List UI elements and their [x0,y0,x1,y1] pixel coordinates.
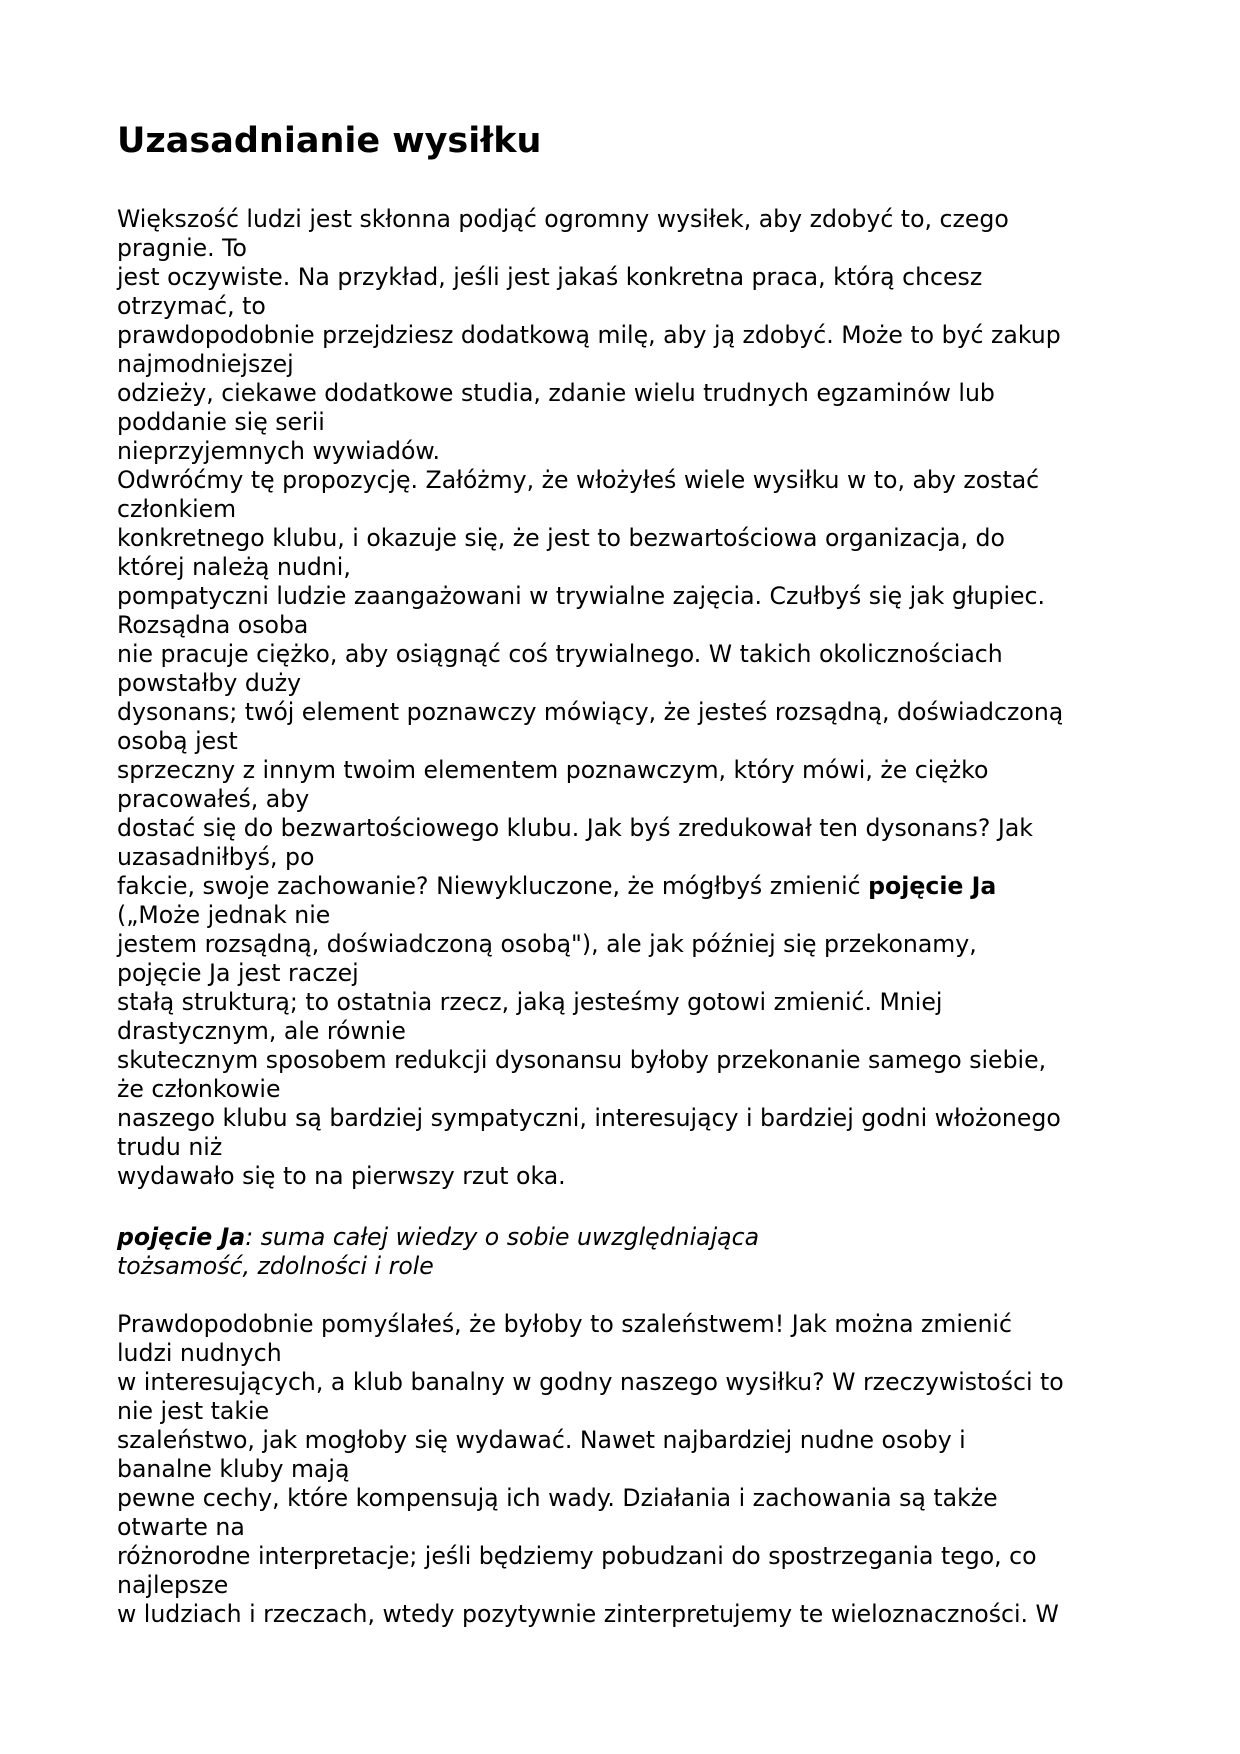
text-line: banalne kluby mają [117,1455,350,1483]
text-line: trudu niż [117,1133,223,1161]
text-line: pojęcie Ja jest raczej [117,959,359,987]
text-line: nie pracuje ciężko, aby osiągnąć coś trywialnego. W takich okolicznościach [117,640,1003,668]
text-line: pragnie. To [117,234,247,262]
text-line: Odwróćmy tę propozycję. Załóżmy, że włożyłeś wiele wysiłku w to, aby zostać [117,466,1040,494]
text-line: otwarte na [117,1513,245,1541]
text-line: nie jest takie [117,1397,270,1425]
text-fragment: fakcie, swoje zachowanie? Niewykluczone, że mógłbyś zmienić [117,872,869,900]
text-line: otrzymać, to [117,292,266,320]
text-line: członkiem [117,495,237,523]
text-line: odzieży, ciekawe dodatkowe studia, zdanie wielu trudnych egzaminów lub [117,379,995,407]
text-line: poddanie się serii [117,408,325,436]
definition-text: tożsamość, zdolności i role [117,1252,434,1280]
text-line: najlepsze [117,1571,229,1599]
text-line: dostać się do bezwartościowego klubu. Jak byś zredukował ten dysonans? Jak [117,814,1033,842]
definition-text: : suma całej wiedzy o sobie uwzględniająca [245,1223,760,1251]
text-line: skutecznym sposobem redukcji dysonansu byłoby przekonanie samego siebie, [117,1046,1047,1074]
text-line: stałą strukturą; to ostatnia rzecz, jaką jesteśmy gotowi zmienić. Mniej [117,988,943,1016]
text-line: jest oczywiste. Na przykład, jeśli jest jakaś konkretna praca, którą chcesz [117,263,983,291]
text-line: jestem rozsądną, doświadczoną osobą"), ale jak później się przekonamy, [117,930,977,958]
text-line: w interesujących, a klub banalny w godny naszego wysiłku? W rzeczywistości to [117,1368,1064,1396]
text-line [117,1223,759,1252]
definition-term: pojęcie Ja [117,1223,246,1251]
text-line: pompatyczni ludzie zaangażowani w trywialne zajęcia. Czułbyś się jak głupiec. [117,582,1046,610]
text-line: uzasadniłbyś, po [117,843,315,871]
text-line: najmodniejszej [117,350,294,378]
text-line: dysonans; twój element poznawczy mówiący, że jesteś rozsądną, doświadczoną [117,698,1064,726]
text-line: prawdopodobnie przejdziesz dodatkową milę, aby ją zdobyć. Może to być zakup [117,321,1061,349]
text-line: ludzi nudnych [117,1339,282,1367]
text-line: drastycznym, ale równie [117,1017,406,1045]
text-line: osobą jest [117,727,238,755]
document-title: Uzasadnianie wysiłku [117,121,542,161]
paragraph-reinterpretation [117,1310,1064,1629]
key-term-self-concept: pojęcie Ja [868,872,997,900]
text-line [117,872,1063,901]
paragraph-effort-justification [117,205,1063,1191]
text-line: nieprzyjemnych wywiadów. [117,437,441,465]
text-line: w ludziach i rzeczach, wtedy pozytywnie zinterpretujemy te wieloznaczności. W [117,1600,1059,1628]
text-line: Rozsądna osoba [117,611,309,639]
text-line: pracowałeś, aby [117,785,310,813]
text-line: pewne cechy, które kompensują ich wady. Działania i zachowania są także [117,1484,998,1512]
text-line: Prawdopodobnie pomyślałeś, że byłoby to szaleństwem! Jak można zmienić [117,1310,1012,1338]
text-line: konkretnego klubu, i okazuje się, że jest to bezwartościowa organizacja, do [117,524,1005,552]
text-line: wydawało się to na pierwszy rzut oka. [117,1162,566,1190]
text-line: („Może jednak nie [117,901,331,929]
text-line: której należą nudni, [117,553,351,581]
text-line: naszego klubu są bardziej sympatyczni, interesujący i bardziej godni włożonego [117,1104,1061,1132]
definition-box [117,1223,759,1281]
text-line: Większość ludzi jest skłonna podjąć ogromny wysiłek, aby zdobyć to, czego [117,205,1009,233]
text-line: powstałby duży [117,669,302,697]
text-line: sprzeczny z innym twoim elementem poznawczym, który mówi, że ciężko [117,756,989,784]
text-line: różnorodne interpretacje; jeśli będziemy pobudzani do spostrzegania tego, co [117,1542,1037,1570]
text-line: szaleństwo, jak mogłoby się wydawać. Nawet najbardziej nudne osoby i [117,1426,966,1454]
text-line: że członkowie [117,1075,281,1103]
